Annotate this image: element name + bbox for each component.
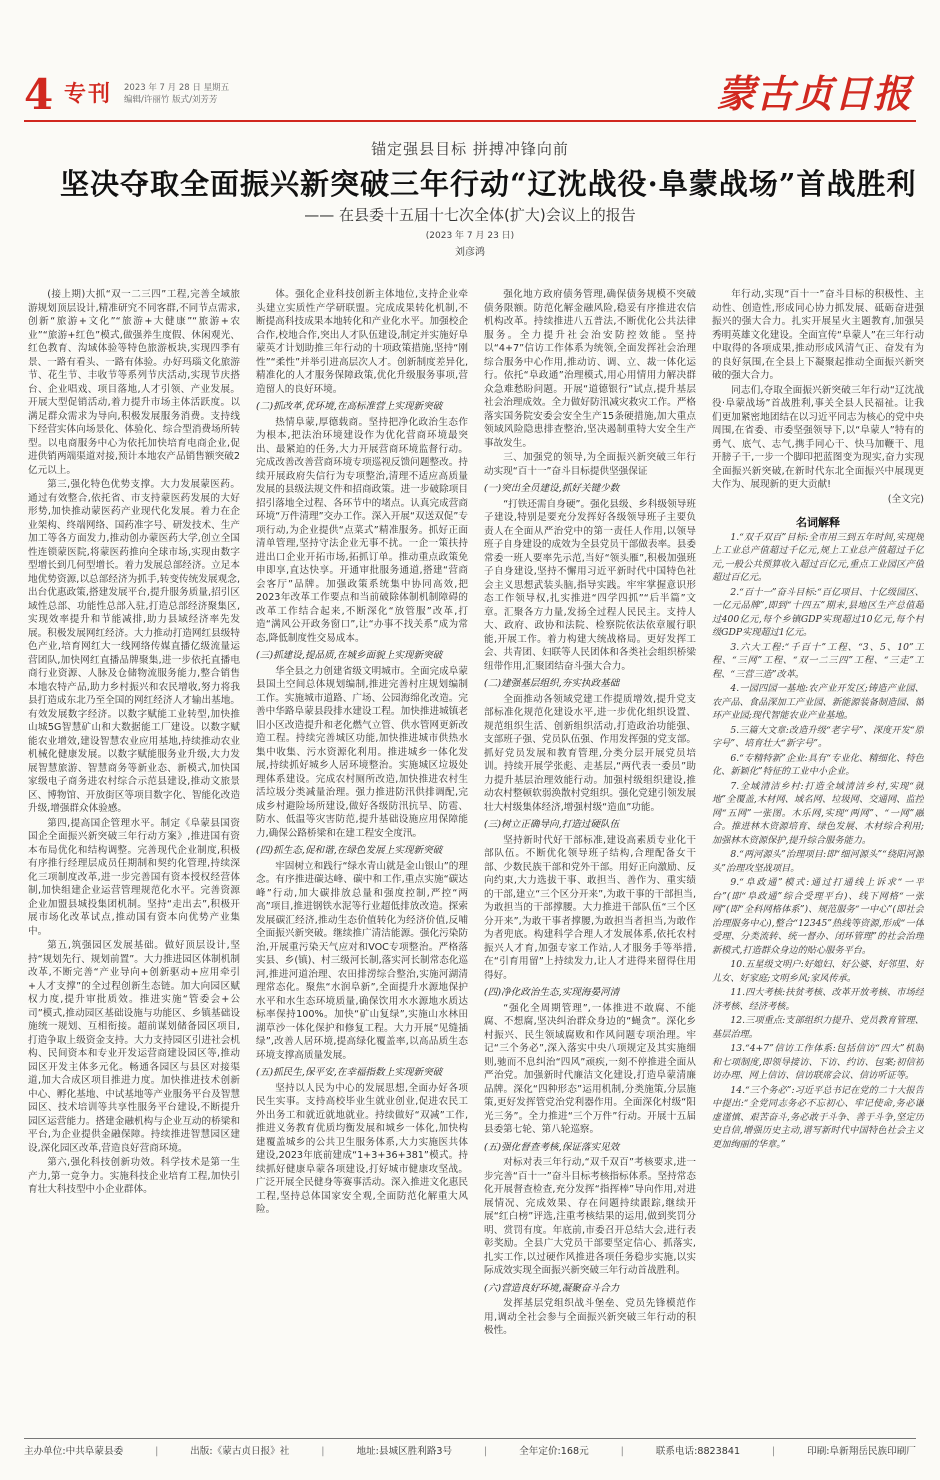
glossary-entry: 2.“百十一”奋斗目标:“百亿项目、十亿级园区、一亿元品牌”,即到“十四五”期末,县地区生产总值超过400亿元,每个乡镇GDP实现超过10亿元,每个村级GDP实现超过1亿元。	[712, 586, 924, 638]
glossary-entry: 9.“阜政通”模式:通过打通线上诉求“一平台”(即“阜政通”综合受理平台)、线下网格“一张网”(即“全科网格体系”)、规范服务“一中心”(即社会治理服务中心),整合“12345”热线等资源,形成“一体受理、分类流转、统一督办、闭环管理”的社会治理新模式,打造群众身边的贴心服务平台。	[712, 877, 924, 956]
section-subheading: (五)抓民生,保平安,在幸福指数上实现新突破	[256, 1067, 443, 1078]
section-subheading: (六)营造良好环境,凝聚奋斗合力	[484, 1282, 620, 1294]
body-paragraph: 坚持新时代好干部标准,建设高素质专业化干部队伍。不断优化领导班子结构,合理配备女干部、少数民族干部和党外干部。用好正向激励、反向约束,大力选拔干事、敢担当、善作为、重实绩的干部,建立“三个区分开来”,为敢干事的干部担当,为敢担当的干部撑腰。大力推进干部队伍“三个区分开来”,为敢干事者撑腰,为敢担当者担当,为敢作为者兜底。构建科学合理人才发展体系,依托农村振兴人才育,加强专家工作站,人才服务手等举措,在“引育用留”上持续发力,让人才进得来留得住用得好。	[484, 834, 696, 981]
section-subheading: (一)突出全员建设,抓好关键少数	[484, 483, 620, 494]
section-subheading: (四)抓生态,促和谐,在绿色发展上实现新突破	[256, 845, 443, 856]
footer-separator: |	[771, 1446, 776, 1457]
glossary-entry: 13.“4+7”信访工作体系:包括信访“四大”机制和七项制度,即领导接访、下访、约访、包案;初信初访办理、网上信访、信访联席会议、信访听证等。	[712, 1043, 924, 1081]
body-paragraph: 华全县之力创建省级文明城市。全面完成阜蒙县国土空间总体规划编制,推进完善村庄规划编制工作。实施城市道路、广场、公园海绵化改造。完善中华路阜蒙县段排水建设工程。加快推进城镇老旧小区改造提升和老化燃气立管、供水管网更新改造工程。持续完善城区功能,加快推进城市供热水集中收集、污水资源化利用。推进城乡一体化发展,持续抓好城乡人居环境整治。实施城区垃圾处理体系建设。完成农村厕所改造,加快推进农村生活垃圾分类减量治理。强力推进防汛供排调配,完成乡村避险场所建设,做好各级防汛抗旱、防雹、防水、低温等灾害防范,提升基础设施应用保障能力,确保公路桥梁和在建工程安全度汛。	[256, 665, 468, 839]
body-paragraph: 第五,筑强园区发展基础。做好顶层设计,坚持“规划先行、规划前置”。大力推进园区体制机制改革,不断完善“产业导向+创新驱动+应用牵引+人才支撑”的全过程创新生态链。加大向园区赋权力度,提升审批质效。推进实施“管委会+公司”模式,推动园区基础设施与功能区、乡镇基础设施统一规划、互相衔接。超前谋划储备园区项目,打造争取上级资金支持。大力支持园区引进社会机构、民间资本和专业开发运营商建设园区等,推动园区开发主体多元化。畅通各园区与县区对接渠道,加大合成区项目推进力度。加快推进技术创新中心、孵化基地、中试基地等产业服务平台及智慧园区、技术培训等共享性服务平台建设,不断提升园区运营能力。搭建金融机构与企业互动的桥梁和平台,为企业提供金融保障。持续推进智慧园区建设,深化园区改革,营造良好营商环境。	[28, 940, 240, 1154]
footer-separator: |	[155, 1446, 159, 1457]
section-subheading: (二)抓改革,优环境,在高标准营上实现新突破	[256, 401, 443, 412]
section-subheading: (三)抓建设,提品质,在城乡面貌上实现新突破	[256, 650, 443, 661]
body-paragraph: 牢固树立和践行“绿水青山就是金山银山”的理念。有序推进碳达峰、碳中和工作,重点实施“碳达峰”行动,加大碳排放总量和强度控制,严控“两高”项目,推进钢铁水泥等行业超低排放改造。探索发展碳汇经济,推动生态价值转化为经济价值,反哺全面振兴新突破。继续推广清洁能源。强化污染防治,开展重污染天气应对和VOC专项整治。严格落实县、乡(镇)、村三级河长制,落实河长制常态化巡河,推进河道治理、农田排涝综合整治,实施河湖清理常态化。聚焦“水润阜新”,全面提升水源地保护水平和水生态环境质量,确保饮用水水源地水质达标率保持100%。加快“矿山复绿”,实施山水林田湖草沙一体化保护和修复工程。大力开展“见缝插绿”,改善人居环境,提高绿化覆盖率,以高品质生态环境支撑高质量发展。	[256, 860, 468, 1061]
article-byline: 刘彦鸿	[455, 247, 485, 258]
footer-price: 全年定价:168元	[519, 1446, 589, 1457]
section-subheading: (三)树立正确导向,打造过硬队伍	[484, 819, 620, 830]
glossary-entry: 12.三项重点:支部组织力提升、党员教育管理、基层治理。	[712, 1015, 924, 1040]
body-paragraph: 第三,强化特色优势支撑。大力发展蒙医药。通过有效整合,依托省、市支持蒙医药发展的大好形势,加快推动蒙医药产业现代化发展。着力在企业架构、终端网络、国药准字号、研发技术、生产加工等各方面发力,推动创办蒙医药大学,创立全国性连锁蒙医院,将蒙医药推向全球市场,实现由数字型增长到几何型增长。着力发展总部经济。立足本地优势资源,以总部经济为抓手,转变传统发展观念,出台优惠政策,搭建发展平台,提升服务质量,招引区域性总部、功能性总部入驻,打造总部经济聚集区,实现效率提升和节能减排,助力县域经济率先发展。积极发展网红经济。大力推动打造网红县级特色产业,培育网红大一线网络传媒直播亿级流量运营团队,加快网红直播品牌聚集,进一步依托直播电商行业资源、人脉及仓储物流服务能力,整合销售本地农特产品,助力乡村振兴和农民增收,努力将我县打造成东北乃至全国的网红经济人才输出基地。有效发展数字经济。以数字赋能工业转型,加快推山城5G智慧矿山和大数据能工厂建设。以数字赋能农业增效,建设智慧农业应用基地,持续推动农业机械化健康发展。以数字赋能服务业升级,大力发展智慧旅游、智慧商务等新业态、新模式,加快国家级电子商务进农村综合示范县建设,推动文旅景区、博物馆、开放街区等项目数字化、智能化改造升级,增强群众体验感。	[28, 479, 240, 814]
article-kicker: 锚定强县目标 拼搏冲锋向前	[371, 140, 569, 158]
body-paragraph: 年行动,实现“百十一”奋斗目标的积极性、主动性、创造性,形成同心协力抓发展、砥砺奋进强振兴的强大合力。扎实开展星火主题教育,加强吴秀明英雄文化建设。全面宣传“阜蒙人”在三年行动中取得的各项成果,推动形成风清气正、奋发有为的良好氛围,在全县上下凝聚起推动全面振兴新突破的强大合力。	[712, 289, 924, 381]
footer-address: 地址:县城区胜利路3号	[356, 1446, 453, 1457]
issue-date: 2023 年 7 月 28 日 星期五	[124, 83, 230, 93]
body-paragraph: 同志们,夺取全面振兴新突破三年行动“辽沈战役·阜蒙战场”首战胜利,事关全县人民福祉。让我们更加紧密地团结在以习近平同志为核心的党中央周围,在省委、市委坚强领导下,以“阜蒙人”特有的勇气、底气、志气,携手同心干、快马加鞭干、甩开膀子干,一步一个脚印把蓝图变为现实,奋力实现全面振兴新突破,在新时代东北全面振兴中展现更大作为、展现新的更大贡献!	[712, 384, 924, 490]
text-column-1	[28, 288, 240, 1436]
body-paragraph: “强化全周期管理”,一体推进不敢腐、不能腐、不想腐,坚决纠治群众身边的“蝇贪”。深化乡村振兴、民生领域腐败和作风问题专项治理。牢记“三个务必”,深入落实中央八项规定及其实施细则,驰而不息纠治“四风”顽疾,一刻不停推进全面从严治党。加强新时代廉洁文化建设,打造阜蒙清廉品牌。深化“四种形态”运用机制,分类施策,分层施策,更好发挥管党治党利器作用。全面深化村级“阳光三务”。全力推进“三个万件”行动。开展十五届县委第七轮、第八轮巡察。	[484, 1002, 696, 1135]
article-dateline: (2023 年 7 月 23 日)	[425, 231, 515, 241]
body-paragraph: 三、加强党的领导,为全面振兴新突破三年行动实现“百十一”奋斗目标提供坚强保证	[484, 452, 696, 477]
article-body	[28, 288, 924, 1436]
glossary-entry: 4.一园四园一基地:农产业开发区;铸造产业园、农产品、食品深加工产业园、新能源装备制造园、循环产业园;现代智能农业产业基地。	[712, 683, 924, 721]
footer	[24, 1442, 916, 1462]
newspaper-logo: 蒙古贞日报	[716, 71, 912, 116]
body-paragraph: 强化地方政府债务管理,确保债务规模不突破债务限额。防范化解金融风险,稳妥有序推进农信机构改革。持续推进八五普法,不断优化公共法律服务。全力提升社会治安防控效能。坚持以“4+7”信访工作体系为统领,全面发挥社会治理综合服务中心作用,推动访、调、立、裁一体化运行。依托“阜政通”治理模式,用心用情用力解决群众急难愁盼问题。开展“道德银行”试点,提升基层社会治理成效。全力做好防汛减灾救灾工作。严格落实国务院安委会安全生产15条硬措施,加大重点领域风险隐患排查整治,坚决遏制重特大安全生产事故发生。	[484, 289, 696, 449]
section-subheading: (四)净化政治生态,实现海晏河清	[484, 987, 620, 998]
footer-printer: 印刷:阜新翔岳民族印刷厂	[807, 1446, 916, 1457]
body-paragraph: 第六,强化科技创新功效。科学技术是第一生产力,第一竞争力。实施科技企业培育工程,加快引育壮大科技型中小企业群体。	[28, 1157, 240, 1195]
page-number: 4	[24, 70, 54, 119]
glossary-entry: 10.五星级文明户:好媳妇、好公婆、好邻里、好儿女、好家庭;文明乡风;家风传承。	[712, 959, 924, 984]
footer-phone: 联系电话:8823841	[655, 1446, 741, 1457]
footer-sponsor: 主办单位:中共阜蒙县委	[24, 1446, 124, 1457]
text-column-3	[484, 288, 696, 1436]
glossary-entry: 6.“专精特新”企业:具有“专业化、精细化、特色化、新颖化”特征的工业中小企业。	[712, 752, 924, 777]
article-subhead: —— 在县委十五届十七次全体(扩大)会议上的报告	[304, 206, 636, 224]
glossary-entry: 3.六大工程:“千百十”工程、“3、5、10”工程、“三网”工程、“双一二三四”工程、“三走”工程、“三营三造”改革。	[712, 641, 924, 680]
end-mark: (全文完)	[887, 493, 924, 505]
section-name: 专刊	[64, 82, 113, 107]
section-subheading: (五)强化督查考核,保证落实见效	[484, 1141, 620, 1153]
section-subheading: (二)建强基层组织,夯实执政基础	[484, 678, 620, 689]
glossary-entry: 8.“两河源头”治理项目:即“细河源头”“绕阳河源头”治理攻坚战项目。	[712, 849, 924, 874]
article-headline: 坚决夺取全面振兴新突破三年行动“辽沈战役·阜蒙战场”首战胜利	[60, 167, 917, 201]
body-paragraph: “打铁还需自身硬”。强化县级、乡科级领导班子建设,特别是要充分发挥好各级领导班子主要负责人在全面从严治党中的第一责任人作用,以领导班子自身建设的成效为全县党员干部做表率。县委常委一班人要率先示范,当好“领头雁”,积极加强班子自身建设,坚持不懈用习近平新时代中国特色社会主义思想武装头脑,指导实践。牢牢掌握意识形态工作领导权,扎实推进“四学四抓”“后半篇”文章。汇聚各方力量,发扬全过程人民民主。支持人大、政府、政协和法院、检察院依法依章履行职能,开展工作。着力构建大统战格局。更好发挥工会、共青团、妇联等人民团体和各类社会组织桥梁纽带作用,汇聚团结奋斗强大合力。	[484, 498, 696, 672]
glossary-entry: 1.“双千双百”目标:全市用三到五年时间,实现规上工业总产值超过千亿元,规上工业总产值超过千亿元,一般公共预算收入超过百亿元,重点工业园区产值超过百亿元。	[712, 531, 924, 583]
header-divider	[24, 120, 916, 122]
issue-meta	[124, 82, 229, 106]
footer-separator: |	[321, 1446, 325, 1457]
glossary-entry: 11.四大考核:扶贫考核、改革开放考核、市场经济考核、经济考核。	[712, 987, 924, 1012]
glossary-entry: 14.“三个务必”:习近平总书记在党的二十大报告中提出:“全党同志务必不忘初心、牢记使命,务必谦虚谨慎、艰苦奋斗,务必敢于斗争、善于斗争,坚定历史自信,增强历史主动,谱写新时代中国特色社会主义更加绚丽的华章。”	[712, 1084, 924, 1150]
glossary-title: 名词解释	[796, 516, 840, 529]
footer-divider	[24, 1438, 916, 1439]
text-column-2	[256, 288, 468, 1436]
editor-credit: 编辑/许丽竹 版式/刘芳芳	[124, 95, 218, 105]
body-paragraph: 对标对表三年行动,“双千双百”考核要求,进一步完善“百十一”奋斗目标考核指标体系。坚持常态化开展督查检查,充分发挥“指挥棒”导向作用,对进展情况、完成效果、存在问题持续跟踪,继续开展“红白榜”评选,注重考核结果的运用,做到奖罚分明、赏罚有度。年底前,市委召开总结大会,进行表彰奖励。全县广大党员干部要坚定信心、抓落实,扎实工作,以过硬作风推进各项任务稳步实施,以实际成效实现全面振兴新突破三年行动首战胜利。	[484, 1157, 696, 1276]
masthead	[24, 72, 916, 120]
body-paragraph: 发挥基层党组织战斗堡垒、党员先锋模范作用,调动全社会参与全面振兴新突破三年行动的积极性。	[484, 1298, 696, 1336]
footer-separator: |	[484, 1446, 488, 1457]
text-column-4	[712, 288, 924, 1436]
body-paragraph: 坚持以人民为中心的发展思想,全面办好各项民生实事。支持高校毕业生就业创业,促进农民工外出务工和就近就地就业。持续做好“双减”工作,推进义务教育优质均衡发展和城乡一体化,加快构建覆盖城乡的公共卫生服务体系,大力实施医共体建设,2023年底前建成“1+3+36+381”模式。持续抓好健康阜蒙各项建设,打好城市健康攻坚战。广泛开展全民健身等赛事活动。深入推进文化惠民工程,坚持总体国家安全观,全面防范化解重大风险。	[256, 1082, 468, 1215]
body-paragraph: 热情阜蒙,厚德载商。坚持把净化政治生态作为根本,把法治环境建设作为优化营商环境最突出、最紧迫的任务,大力开展营商环境监督行动。完成改善改善营商环境专项巡视反馈问题整改。持续开展政府失信行为专项整治,清理不适应高质量发展的县级法规文件和招商政策。进一步破除项目招引落地全过程、各环节中的堵点。认真完成营商环境“万件清理”交办工作。深入开展“双送双促”专项行动,为企业提供“点菜式”精准服务。抓好正面清单管理,坚持守法企业无事不扰。一企一策扶持进出口企业开拓市场,拓抓订单。推动重点政策免申即享,直达快享。开通审批服务通道,搭建“营商会客厅”品牌。加强政策系统集中协同高效,把2023年改革工作要点和当前破除体制机制障碍的改革工作结合起来,不断深化“放管服”改革,打造“满风公开政务窗口”,让“办事不找关系”成为常态,降低制度性交易成本。	[256, 416, 468, 644]
body-paragraph: (接上期)大抓“双一二三四”工程,完善全域旅游规划顶层设计,精准研究不同客群,不同节点需求,创新“旅游+文化”“旅游+大健康”“旅游+农业”“旅游+红色”模式,做强养生度假、休闲观光、红色教育、沟域体验等特色旅游板块,实现四季有景、一路有看头、一路有体验。办好玛瑙文化旅游节、花生节、丰收节等系列节庆活动,实现节庆搭台、企业唱戏、项目落地,人才引领、产业发展。开展大型促销活动,着力提升市场主体活跃度。以满足群众需求为导向,积极发展服务消费。支持线下经营实体向场景化、体验化、综合型消费场所转型。以电商服务中心为依托加快培育电商企业,促进供销两端渠道对接,预计本地农产品销售额突破2亿元以上。	[28, 289, 240, 476]
body-paragraph: 体。强化企业科技创新主体地位,支持企业牵头建立实质性产学研联盟。完成成果转化机制,不断提高科技成果本地转化和产业化水平。加强校企合作,校地合作,突出人才队伍建设,制定并实施好阜蒙英才计划助推三年行动的十项政策措施,坚持“刚性”“柔性”并举引进高层次人才。创新制度差异化,精准化的人才服务保障政策,优化升级服务事项,营造留人的良好环境。	[256, 289, 468, 395]
footer-separator: |	[620, 1446, 624, 1457]
glossary-entry: 5.三篇大文章:改造升级“老字号”、深度开发“原字号”、培育壮大“新字号”。	[712, 724, 924, 749]
footer-publisher: 出版:《蒙古贞日报》社	[190, 1446, 290, 1457]
body-paragraph: 第四,提高国企管理水平。制定《阜蒙县国资国企全面振兴新突破三年行动方案》,推进国有资本布局优化和结构调整。完善现代企业制度,积极有序推行经理层成员任期制和契约化管理,持续深化三项制度改革,进一步完善国有资本授权经营体制,加快组建企业运营管理规范化水平。完善资源企业加盟县城投集团机制。坚持“走出去”,积极开展市场化改革试点,推动国有资本向优势产业集中。	[28, 817, 240, 937]
body-paragraph: 全面推动各领域党建工作提质增效,提升党支部标准化规范化建设水平,进一步优化组织设置、规范组织生活、创新组织活动,打造政治功能强、支部班子强、党员队伍强、作用发挥强的党支部。抓好党员发展和教育管理,分类分层开展党员培训。持续开展学张彪、走基层,“两代表一委员”助力提升基层治理效能行动。加强村级组织建设,推动农村整顿软弱涣散村党组织。强化党建引领发展壮大村级集体经济,增强村级“造血”功能。	[484, 693, 696, 813]
glossary-entry: 7.全域清洁乡村:打造全域清洁乡村,实现“就地”全覆盖,木材网、域名网、垃圾网、交通网、监控网“五网”一张图。木乐网,实现“两网”、“一网”融合。推进林木资源培育、绿色发展、木材综合利用;加强林木资源保护,提升综合服务能力。	[712, 780, 924, 846]
